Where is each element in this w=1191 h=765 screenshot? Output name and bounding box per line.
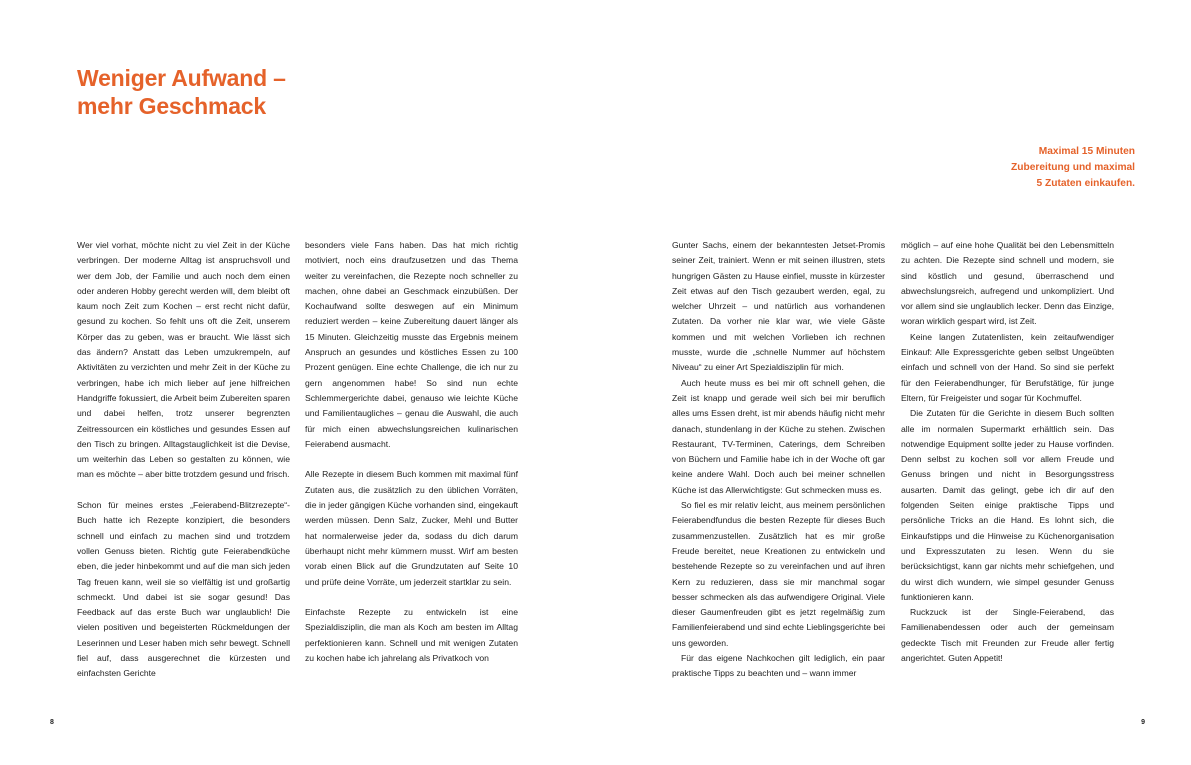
- page-number-left: 8: [50, 719, 54, 726]
- paragraph: Ruckzuck ist der Single-Feierabend, das Familienabendessen oder auch der gemeinsam gedeckte Tisch mit Freunden zur Freude aller fertig angerichtet. Guten Appetit!: [901, 607, 1114, 664]
- text-column-1: [77, 238, 290, 682]
- paragraph: Alle Rezepte in diesem Buch kommen mit maximal fünf Zutaten aus, die zusätzlich zu den üblichen Vorräten, die in jeder gängigen Küche vorhanden sind, eingekauft werden müssen. Denn Salz, Zucker, Mehl und Butter hat normalerweise jeder da, sodass du dich darum überhaupt nicht mehr kümmern musst. Wirf am besten vorab einen Blick auf die Grundzutaten auf Seite 10 und prüfe deine Vorräte, um jederzeit startklar zu sein.: [305, 469, 518, 587]
- paragraph: Für das eigene Nachkochen gilt lediglich, ein paar praktische Tipps zu beachten und – wann immer: [672, 653, 885, 679]
- pull-quote-line-1: Maximal 15 Minuten: [1038, 146, 1135, 157]
- chapter-title-line-1: Weniger Aufwand –: [77, 65, 286, 91]
- chapter-title: [77, 64, 286, 120]
- paragraph: besonders viele Fans haben. Das hat mich richtig motiviert, noch eins draufzusetzen und das Thema weiter zu vereinfachen, die Rezepte noch schneller zu machen, ohne dabei an Geschmack einzubüßen. Der Kochaufwand sollte deswegen auf ein Minimum reduziert werden – keine Zubereitung dauert länger als 15 Minuten. Gleichzeitig musste das Ergebnis meinem Anspruch an gesundes und köstliches Essen zu 100 Prozent genügen. Eine echte Challenge, die ich nur zu gern angenommen habe! So sind nun echte Schlemmergerichte dabei, genauso wie leichte Küche und Familientaugliches – genau die Auswahl, die auch für mich einen abwechslungsreichen kulinarischen Feierabend ausmacht.: [305, 240, 518, 449]
- paragraph: Auch heute muss es bei mir oft schnell gehen, die Zeit ist knapp und gerade weil sich bei mir beruflich alles ums Essen dreht, ist mir abends häufig nicht mehr danach, stundenlang in der Küche zu stehen. Zwischen Restaurant, TV-Terminen, Caterings, dem Schreiben von Büchern und Familie habe ich in der Woche oft gar keine andere Wahl. Doch auch bei meiner schnellen Küche ist das Allerwichtigste: Gut schmecken muss es.: [672, 377, 885, 495]
- paragraph: Schon für meines erstes „Feierabend-Blitzrezepte“-Buch hatte ich Rezepte konzipiert, die besonders schnell und einfach zu machen sind und trotzdem vollen Genuss bieten. Richtig gute Feierabendküche eben, die jeder hinbekommt und auf die man sich jeden Tag freuen kann, weil sie so vielfältig ist und großartig schmeckt. Und dabei ist sie sogar gesund! Das Feedback auf das erste Buch war unglaublich! Die vielen positiven und begeisterten Rückmeldungen der Leserinnen und Leser haben mich sehr bewegt. Schnell fiel auf, dass ausgerechnet die kürzesten und einfachsten Gerichte: [77, 500, 290, 679]
- page-number-right: 9: [1141, 719, 1145, 726]
- paragraph: möglich – auf eine hohe Qualität bei den Lebensmitteln zu achten. Die Rezepte sind schnell und modern, sie sind köstlich und gesund, überraschend und abwechslungsreich, aufregend und unkompliziert. Und vor allem sind sie unglaublich lecker. Denn das Einzige, woran wirklich gespart wird, ist Zeit.: [901, 240, 1114, 327]
- paragraph: So fiel es mir relativ leicht, aus meinem persönlichen Feierabendfundus die besten Rezepte für dieses Buch zusammenzustellen. Zusätzlich hat es mir große Freude bereitet, neue Kreationen zu entwickeln und bestehende Rezepte so zu vereinfachen und auf ihren Kern zu reduzieren, dass sie mir manchmal sogar besser schmecken als das aufwendigere Original. Viele dieser Gaumenfreuden gibt es jetzt regelmäßig zum Familienfeierabend und sind echte Lieblingsgerichte bei uns geworden.: [672, 500, 885, 648]
- paragraph: Die Zutaten für die Gerichte in diesem Buch sollten alle im normalen Supermarkt erhältlich sein. Das notwendige Equipment sollte jeder zu Hause vorfinden. Denn selbst zu kochen soll vor allem Freude und Genuss bringen und nicht in Besorgungsstress ausarten. Damit das gelingt, gebe ich dir auf den folgenden Seiten einige praktische Tipps und persönliche Tricks an die Hand. Es lohnt sich, die Einkaufstipps und die Hinweise zu Küchenorganisation und Expresszutaten zu lesen. Wenn du sie berücksichtigst, kann gar nichts mehr schiefgehen, und du wirst dich wundern, wie simpel gesunder Genuss funktionieren kann.: [901, 408, 1114, 602]
- text-column-4: [901, 238, 1114, 666]
- paragraph: Einfachste Rezepte zu entwickeln ist eine Spezialdisziplin, die man als Koch am besten im Alltag perfektionieren kann. Schnell und mit wenigen Zutaten zu kochen habe ich jahrelang als Privatkoch von: [305, 607, 518, 664]
- pull-quote: [915, 144, 1135, 192]
- paragraph: Keine langen Zutatenlisten, kein zeitaufwendiger Einkauf: Alle Expressgerichte geben selbst Ungeübten einfach und schnell von der Hand. So sind sie perfekt für den Feierabendhunger, für Berufstätige, für junge Eltern, für Freigeister und sogar für Kochmuffel.: [901, 331, 1114, 403]
- text-column-2: [305, 238, 518, 666]
- pull-quote-line-3: 5 Zutaten einkaufen.: [1036, 178, 1135, 189]
- paragraph: Wer viel vorhat, möchte nicht zu viel Zeit in der Küche verbringen. Der moderne Alltag ist anspruchsvoll und wer dem Job, der Familie und auch noch dem einen oder anderen Hobby gerecht werden will, dem bleibt oft kaum noch Zeit zum Kochen – erst recht nicht dafür, gesund zu kochen. So fehlt uns oft die Zeit, unserem Körper das zu geben, was er braucht. Wie lässt sich das ändern? Anstatt das Leben umzukrempeln, auf Aktivitäten zu verzichten und mehr Zeit in der Küche zu verbringen, habe ich mich lieber auf jene hilfreichen Handgriffe fokussiert, die Arbeit beim Zubereiten sparen und dabei helfen, trotz unserer begrenzten Zeitressourcen ein köstliches und gesundes Essen auf den Tisch zu bringen. Alltagstauglichkeit ist die Devise, um weiterhin das Leben so gestalten zu können, wie man es möchte – aber bitte trotzdem gesund und frisch.: [77, 240, 290, 480]
- chapter-title-line-2: mehr Geschmack: [77, 93, 266, 119]
- text-column-3: [672, 238, 885, 682]
- paragraph: Gunter Sachs, einem der bekanntesten Jetset-Promis seiner Zeit, trainiert. Wenn er mit seinen illustren, stets hungrigen Gästen zu Hause einfiel, musste in kürzester Zeit etwas auf den Tisch gezaubert werden, egal, zu welcher Uhrzeit – und natürlich aus vorhandenen Zutaten. Da vorher nie klar war, wie viele Gäste kommen und mit welchen Vorlieben ich rechnen musste, wurde die „schnelle Nummer auf höchstem Niveau“ zu einer Art Spezialdisziplin für mich.: [672, 240, 885, 373]
- pull-quote-line-2: Zubereitung und maximal: [1011, 162, 1135, 173]
